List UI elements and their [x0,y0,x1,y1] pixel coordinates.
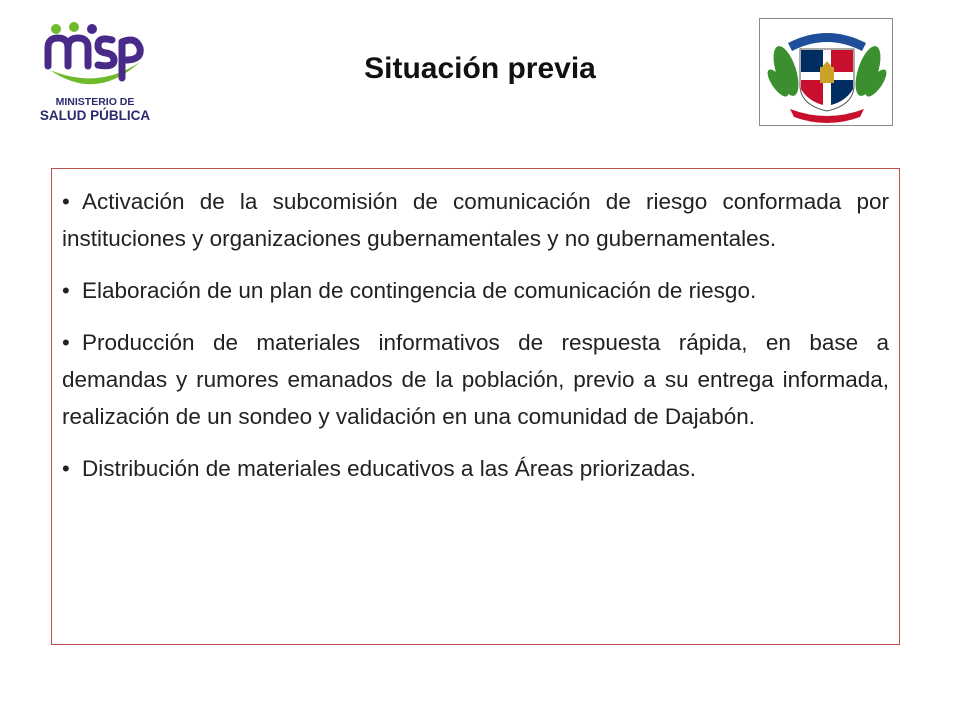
bullet-icon: • [62,278,70,303]
bullet-icon: • [62,330,70,355]
coat-of-arms [759,18,893,126]
bullet-text: Activación de la subcomisión de comunicación de riesgo conformada por instituciones y organizaciones gubernamentales y no gubernamentales. [62,189,889,251]
page-title: Situación previa [364,52,596,85]
logo-caption-line1: MINISTERIO DE [55,96,135,108]
bullet-text: Producción de materiales informativos de respuesta rápida, en base a demandas y rumores emanados de la población, previo a su entrega informada, realización de un sondeo y validación en una comunidad de Dajabón. [62,330,889,429]
bullet-list [62,183,889,487]
coat-of-arms-icon [760,19,894,127]
bullet-item [62,183,889,257]
bullet-item [62,324,889,435]
logo-caption-line2: SALUD PÚBLICA [39,108,151,123]
bullet-icon: • [62,189,70,214]
bullet-item [62,272,889,309]
bullet-text: Elaboración de un plan de contingencia de comunicación de riesgo. [82,278,757,303]
bullet-item [62,450,889,487]
bullet-icon: • [62,456,70,481]
bullet-text: Distribución de materiales educativos a las Áreas priorizadas. [82,456,697,481]
content-box [51,168,900,645]
